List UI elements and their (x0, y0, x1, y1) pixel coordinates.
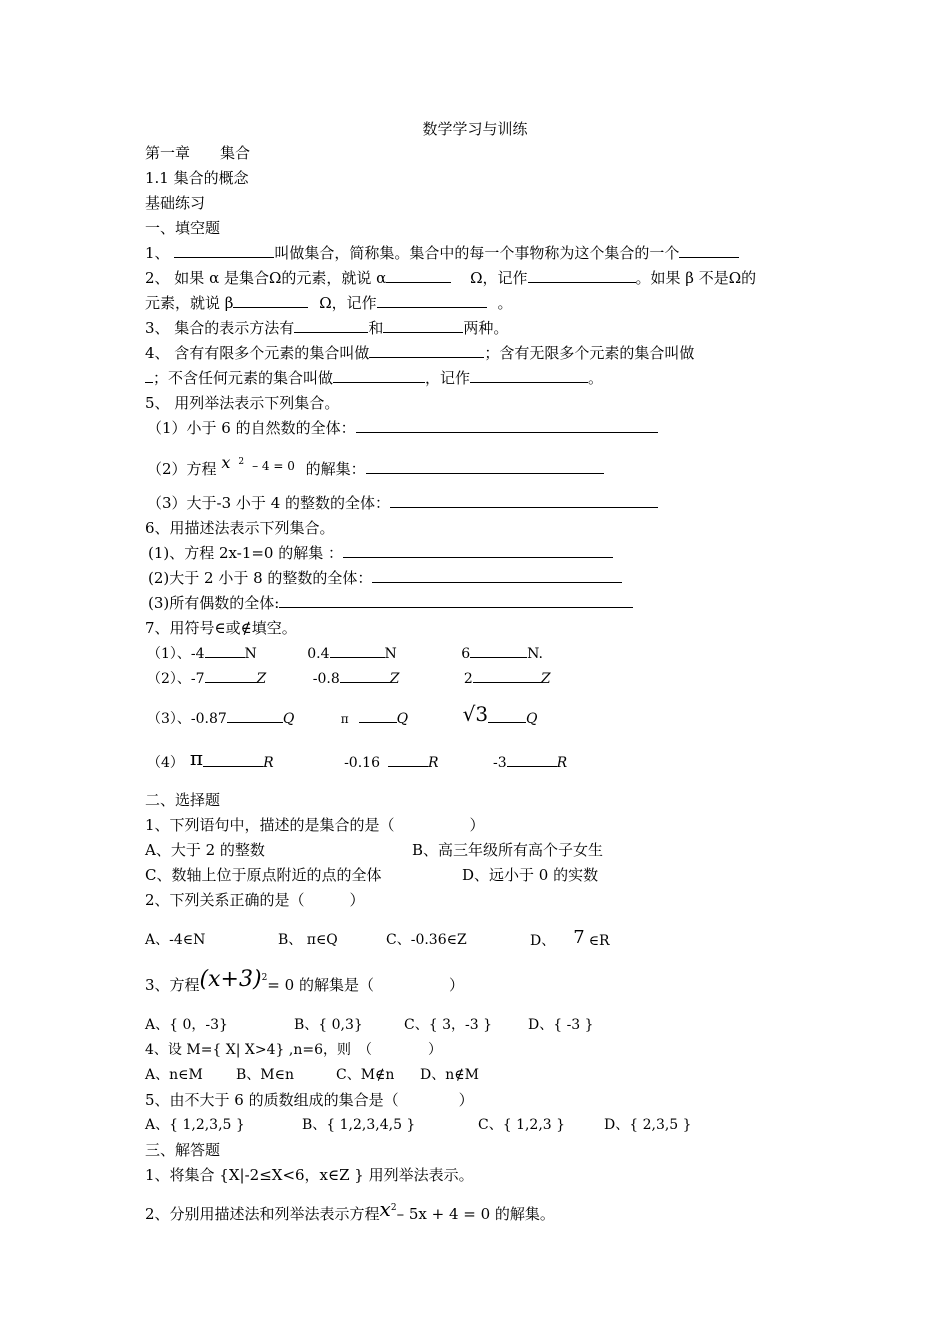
choice-option-d[interactable]: D、n∉M (420, 1067, 479, 1083)
question-text: （2）方程 (147, 460, 217, 478)
choice-option-c[interactable]: C、-0.36∈Z (386, 932, 467, 948)
fill-question-5-2 (147, 453, 604, 480)
fill-question-7-row-1 (147, 643, 543, 664)
question-text: （3）、-0.87 (147, 711, 227, 727)
fill-question-4 (145, 343, 694, 363)
question-text: 和 (368, 319, 384, 337)
choice-option-c[interactable]: C、{ 3，-3 } (404, 1017, 492, 1033)
question-text: ，记作 (425, 369, 471, 387)
question-text: -0.8 (312, 671, 340, 687)
answer-blank[interactable] (369, 343, 484, 358)
question-text: （3）大于-3 小于 4 的整数的全体： (147, 494, 391, 512)
set-symbol: Q (282, 711, 295, 727)
question-text: （1）小于 6 的自然数的全体： (147, 419, 356, 437)
answer-blank[interactable] (377, 293, 487, 308)
set-symbol: Z (540, 671, 551, 687)
math-expression: ∈R (588, 933, 610, 949)
math-expression: (x+3) (199, 967, 262, 992)
pi-symbol: π (189, 746, 204, 770)
question-text: 3、方程 (145, 976, 200, 994)
choice-question-3 (145, 967, 464, 995)
choice-question-2: 2、下列关系正确的是（ ） (145, 891, 365, 909)
page-title: 数学学习与训练 (422, 120, 528, 138)
question-text: 元素，就说 β (145, 294, 234, 312)
choice-question-1: 1、下列语句中，描述的是集合的是（ ） (145, 816, 485, 834)
set-symbol: Q (526, 711, 538, 727)
fill-question-7-row-3 (147, 702, 538, 729)
math-exponent: 2 (238, 457, 245, 467)
question-text: 的解集： (305, 460, 366, 478)
part-heading-answer: 三、解答题 (145, 1141, 221, 1159)
question-text: 4、 含有有限多个元素的集合叫做 (145, 344, 370, 362)
math-number: 7 (573, 927, 585, 948)
question-text: 2、分别用描述法和列举法表示方程 (145, 1205, 380, 1223)
answer-blank[interactable] (145, 368, 153, 383)
set-symbol: R (556, 755, 568, 771)
choice-option-c[interactable]: C、数轴上位于原点附近的点的全体 (145, 866, 382, 884)
choice-option-b[interactable]: B、高三年级所有高个子女生 (412, 841, 604, 859)
answer-blank[interactable] (333, 368, 425, 383)
question-number: 1、 (145, 244, 170, 262)
math-variable: x (379, 1197, 391, 1221)
fill-question-3 (145, 318, 508, 338)
subsection-heading: 基础练习 (145, 194, 206, 212)
answer-blank[interactable] (359, 708, 397, 723)
choice-option-d[interactable]: D、{ -3 } (528, 1017, 594, 1033)
fill-question-1 (145, 243, 739, 263)
answer-blank[interactable] (507, 752, 557, 767)
answer-blank[interactable] (343, 543, 613, 558)
question-text: Ω，记作 (470, 269, 528, 287)
question-text: (3)所有偶数的全体: (148, 594, 280, 612)
answer-blank[interactable] (294, 318, 368, 333)
part-heading-fill: 一、填空题 (145, 219, 221, 237)
question-text: （4） (147, 755, 184, 771)
math-exponent: 2 (261, 973, 268, 983)
choice-option-a[interactable]: A、n∈M (145, 1067, 203, 1083)
answer-blank[interactable] (390, 493, 658, 508)
question-text: （1）、-4 (147, 646, 205, 662)
question-text: （2）、-7 (147, 671, 205, 687)
question-text: (2)大于 2 小于 8 的整数的全体： (148, 569, 373, 587)
set-symbol: N (244, 646, 257, 662)
question-text: = 0 的解集是（ ） (267, 976, 464, 994)
question-text: 2 (463, 671, 473, 687)
answer-question-2 (145, 1197, 555, 1224)
answer-blank[interactable] (356, 418, 658, 433)
part-heading-choice: 二、选择题 (145, 791, 221, 809)
answer-blank[interactable] (473, 668, 541, 683)
question-text: 6 (461, 646, 471, 662)
choice-option-a[interactable]: A、{ 1,2,3,5 } (145, 1117, 245, 1133)
choice-question-4: 4、设 M={ X| X>4} ,n=6，则 （ ） (145, 1042, 442, 1058)
question-text: 。如果 β 不是Ω的 (635, 269, 757, 287)
question-text: 0.4 (307, 646, 330, 662)
fill-question-5-1 (147, 418, 658, 438)
answer-blank[interactable] (679, 243, 739, 258)
fill-question-4-cont (145, 368, 603, 388)
answer-blank[interactable] (488, 708, 526, 723)
question-text: 2、 如果 α 是集合Ω的元素，就说 α (145, 269, 387, 287)
question-text: ；不含任何元素的集合叫做 (153, 369, 334, 387)
choice-option-d[interactable]: D、远小于 0 的实数 (462, 866, 599, 884)
fill-question-7-row-2 (147, 668, 551, 689)
set-symbol: R (263, 755, 274, 771)
answer-blank[interactable] (203, 752, 263, 767)
answer-blank[interactable] (386, 268, 451, 283)
answer-blank[interactable] (233, 293, 308, 308)
fill-question-6-3 (148, 593, 633, 613)
fill-question-2 (145, 268, 756, 288)
math-exponent: 2 (390, 1203, 397, 1213)
section-heading: 1.1 集合的概念 (145, 169, 249, 187)
answer-blank[interactable] (388, 752, 428, 767)
set-symbol: Z (389, 671, 400, 687)
question-text: ；含有无限多个元素的集合叫做 (484, 344, 695, 362)
choice-option-a[interactable]: A、-4∈N (145, 932, 206, 948)
choice-question-5: 5、由不大于 6 的质数组成的集合是（ ） (145, 1091, 474, 1109)
question-text: 3、 集合的表示方法有 (145, 319, 295, 337)
answer-blank[interactable] (383, 318, 463, 333)
sqrt-expression: √3 (462, 702, 489, 726)
question-text: -3 (492, 755, 507, 771)
answer-blank[interactable] (340, 668, 390, 683)
answer-blank[interactable] (470, 643, 527, 658)
set-symbol: N (384, 646, 397, 662)
question-text: (1)、方程 2x-1=0 的解集 ： (148, 544, 344, 562)
answer-blank[interactable] (372, 568, 622, 583)
fill-question-5-3 (147, 493, 658, 513)
fill-question-7-row-4 (147, 746, 568, 773)
choice-option-b[interactable]: B、{ 0,3} (294, 1017, 363, 1033)
choice-option-b[interactable]: B、{ 1,2,3,4,5 } (302, 1117, 416, 1133)
set-symbol: Q (396, 711, 409, 727)
choice-option-c[interactable]: C、M∉n (336, 1067, 395, 1083)
set-symbol: Z (256, 671, 267, 687)
fill-question-6: 6、用描述法表示下列集合。 (145, 519, 335, 537)
answer-blank[interactable] (279, 593, 633, 608)
answer-blank[interactable] (366, 459, 604, 474)
fill-question-7: 7、用符号∈或∉填空。 (145, 619, 297, 637)
answer-blank[interactable] (330, 643, 385, 658)
question-text: -0.16 (344, 755, 380, 771)
question-text: – 5x + 4 = 0 的解集。 (396, 1205, 555, 1223)
answer-blank[interactable] (174, 243, 274, 258)
math-variable: x (221, 453, 231, 472)
question-text: 两种。 (463, 319, 509, 337)
answer-question-1: 1、将集合 {X|-2≤X<6，x∈Z } 用列举法表示。 (145, 1166, 474, 1184)
choice-option-a[interactable]: A、{ 0，-3} (145, 1017, 228, 1033)
set-symbol: N. (527, 646, 543, 662)
choice-option-b[interactable]: B、M∈n (236, 1067, 295, 1083)
choice-option-b[interactable]: B、 π∈Q (278, 932, 338, 948)
set-symbol: R (427, 755, 439, 771)
question-text: Ω，记作 (319, 294, 377, 312)
answer-blank[interactable] (205, 643, 245, 658)
answer-blank[interactable] (528, 268, 636, 283)
choice-option-a[interactable]: A、大于 2 的整数 (145, 841, 265, 859)
answer-blank[interactable] (470, 368, 588, 383)
chapter-heading: 第一章 集合 (145, 144, 251, 162)
question-text: 。 (588, 369, 604, 387)
fill-question-6-1 (148, 543, 613, 563)
question-text: π (340, 712, 349, 726)
fill-question-2-cont (145, 293, 512, 313)
question-text: 叫做集合，简称集。集合中的每一个事物称为这个集合的一个 (274, 244, 680, 262)
choice-option-d[interactable]: D、{ 2,3,5 } (604, 1117, 692, 1133)
choice-option-c[interactable]: C、{ 1,2,3 } (478, 1117, 566, 1133)
answer-blank[interactable] (227, 708, 283, 723)
option-label: D、 (530, 933, 556, 949)
question-text: 。 (497, 294, 513, 312)
math-expression: – 4 = 0 (252, 459, 295, 473)
choice-option-d[interactable] (530, 927, 610, 951)
fill-question-5: 5、 用列举法表示下列集合。 (145, 394, 340, 412)
answer-blank[interactable] (205, 668, 257, 683)
fill-question-6-2 (148, 568, 622, 588)
